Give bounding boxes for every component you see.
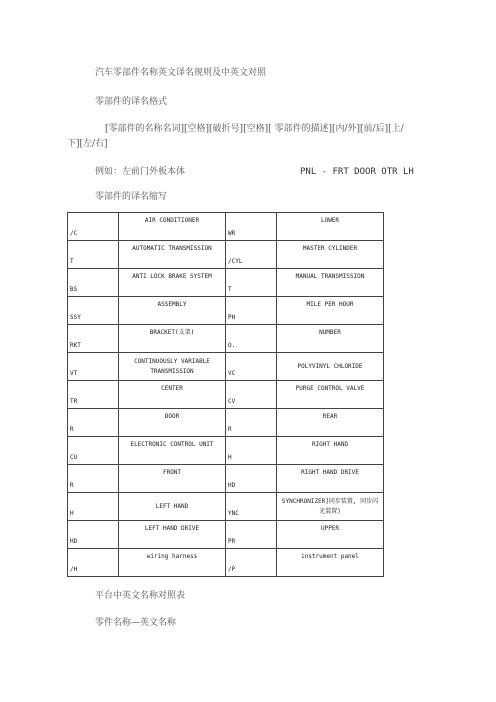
full-name-cell: CENTER <box>119 381 226 409</box>
format-line-2: 下][左/右] <box>67 139 108 149</box>
section-heading-platform: 平台中英文名称对照表 <box>95 591 186 601</box>
abbr-cell: H <box>68 493 119 521</box>
full-name-cell: AUTOMATIC TRANSMISSION <box>119 241 226 269</box>
section-heading-part-names: 零件名称—英文名称 <box>95 618 177 628</box>
table-row <box>68 297 384 325</box>
abbr-cell: /P <box>226 549 277 577</box>
abbr-cell: VT <box>68 353 119 381</box>
abbr-cell: SSY <box>68 297 119 325</box>
abbr-cell: CU <box>68 437 119 465</box>
full-name-cell: CONTINUOUSLY VARIABLE TRANSMISSION <box>119 353 226 381</box>
full-name-cell: ASSEMBLY <box>119 297 226 325</box>
abbr-cell: T <box>226 269 277 297</box>
full-name-cell: MANUAL TRANSMISSION <box>277 269 384 297</box>
full-name-cell: MASTER CYLINDER <box>277 241 384 269</box>
abbr-cell: WR <box>226 213 277 241</box>
table-row <box>68 521 384 549</box>
full-name-cell: AIR CONDITIONER <box>119 213 226 241</box>
table-row <box>68 325 384 353</box>
section-heading-format: 零部件的译名格式 <box>95 97 168 107</box>
abbr-cell: /CYL <box>226 241 277 269</box>
abbr-cell: /H <box>68 549 119 577</box>
example-label: 例如：左前门外板本体 <box>95 167 186 177</box>
table-row <box>68 437 384 465</box>
abbr-cell: R <box>68 465 119 493</box>
abbr-cell: BS <box>68 269 119 297</box>
abbreviation-table <box>67 212 384 577</box>
full-name-cell: FRONT <box>119 465 226 493</box>
abbr-cell: O. <box>226 325 277 353</box>
section-heading-abbreviations: 零部件的译名缩写 <box>95 192 168 202</box>
abbr-cell: HD <box>226 465 277 493</box>
abbr-cell: R <box>226 409 277 437</box>
table-row <box>68 381 384 409</box>
full-name-cell: LOWER <box>277 213 384 241</box>
abbr-cell: HD <box>68 521 119 549</box>
full-name-cell: PURGE CONTROL VALVE <box>277 381 384 409</box>
abbr-cell: TR <box>68 381 119 409</box>
abbr-cell: H <box>226 437 277 465</box>
table-row <box>68 465 384 493</box>
abbr-cell: PH <box>226 297 277 325</box>
full-name-cell: UPPER <box>277 521 384 549</box>
table-row <box>68 549 384 577</box>
abbr-cell: T <box>68 241 119 269</box>
abbr-cell: PR <box>226 521 277 549</box>
table-row <box>68 409 384 437</box>
full-name-cell: MILE PER HOUR <box>277 297 384 325</box>
abbr-cell: YNC <box>226 493 277 521</box>
full-name-cell: RIGHT HAND <box>277 437 384 465</box>
full-name-cell: BRACKET(支架) <box>119 325 226 353</box>
full-name-cell: POLYVINYL CHLORIDE <box>277 353 384 381</box>
abbr-cell: R <box>68 409 119 437</box>
full-name-cell: RIGHT HAND DRIVE <box>277 465 384 493</box>
full-name-cell: LEFT HAND <box>119 493 226 521</box>
full-name-cell: LEFT HAND DRIVE <box>119 521 226 549</box>
table-row <box>68 493 384 521</box>
full-name-cell: ANTI LOCK BRAKE SYSTEM <box>119 269 226 297</box>
table-row <box>68 241 384 269</box>
abbr-cell: RKT <box>68 325 119 353</box>
full-name-cell: wiring harness <box>119 549 226 577</box>
format-line-1: [零部件的名称名词][空格][破折号][空格][ 零部件的描述][内/外][前/后][上/ <box>105 124 404 134</box>
full-name-cell: SYNCHRONIZER]同步装置, 同步闪光装置) <box>277 493 384 521</box>
abbr-cell: CV <box>226 381 277 409</box>
full-name-cell: NUMBER <box>277 325 384 353</box>
doc-title: 汽车零部件名称英文译名规则及中英文对照 <box>95 68 267 78</box>
full-name-cell: DOOR <box>119 409 226 437</box>
abbr-cell: VC <box>226 353 277 381</box>
table-row <box>68 213 384 241</box>
example-value: PNL - FRT DOOR OTR LH <box>300 167 414 177</box>
full-name-cell: ELECTRONIC CONTROL UNIT <box>119 437 226 465</box>
table-row <box>68 269 384 297</box>
abbr-cell: /C <box>68 213 119 241</box>
full-name-cell: REAR <box>277 409 384 437</box>
full-name-cell: instrument panel <box>277 549 384 577</box>
table-row <box>68 353 384 381</box>
